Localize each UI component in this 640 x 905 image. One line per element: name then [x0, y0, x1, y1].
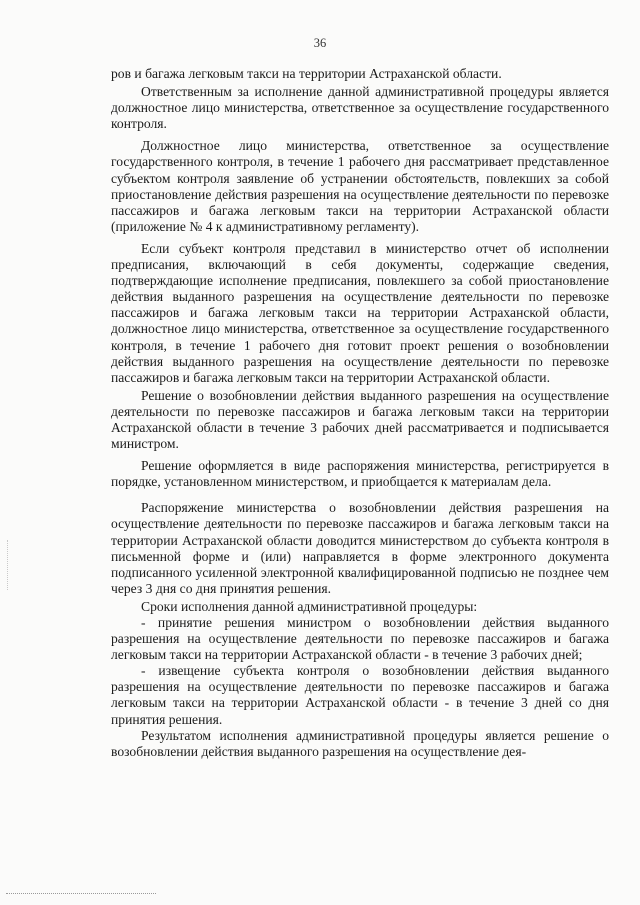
paragraph-terms-heading: Сроки исполнения данной административной процедуры: [141, 598, 478, 614]
paragraph-responsible: Ответственным за исполнение данной административной процедуры является должностное лицо министерства, ответственное за осуществление государственного контроля. [111, 84, 609, 132]
scan-bottom-artifact [6, 893, 156, 894]
document-body [111, 66, 609, 762]
paragraph-decision-review: Решение о возобновлении действия выданного разрешения на осуществление деятельности по перевозке пассажиров и багажа легковым такси на территории Астраханской области в течение 3 рабочих дней рассматривается и подписывается министром. [111, 387, 609, 452]
paragraph-continuation: ров и багажа легковым такси на территории Астраханской области. [111, 66, 502, 81]
paragraph-result: Результатом исполнения административной процедуры является решение о возобновлении действия выданного разрешения на осуществление дея- [111, 727, 609, 759]
page-number: 36 [313, 36, 327, 50]
list-item-notification-term: - извещение субъекта контроля о возобновлении действия выданного разрешения на осуществление деятельности по перевозке пассажиров и багажа легковым такси на территории Астраханской области - в течение 3 дней со дня принятия решения. [111, 663, 609, 727]
paragraph-decision-form: Решение оформляется в виде распоряжения министерства, регистрируется в порядке, установленном министерством, и приобщается к материалам дела. [111, 458, 609, 490]
scan-margin-artifact [7, 540, 8, 590]
paragraph-review-application: Должностное лицо министерства, ответственное за осуществление государственного контроля, в течение 1 рабочего дня рассматривает представленное субъектом контроля заявление об устранении обстоятельств, повлекших за собой приостановление действия разрешения на осуществление деятельности по перевозке пассажиров и багажа легковым такси на территории Астраханской области (приложение № 4 к административному регламенту). [111, 138, 609, 234]
list-item-decision-term: - принятие решения министром о возобновлении действия выданного разрешения на осуществление деятельности по перевозке пассажиров и багажа легковым такси на территории Астраханской области - в течение 3 рабочих дней; [111, 615, 609, 663]
paragraph-order-notification: Распоряжение министерства о возобновлении действия разрешения на осуществление деятельности по перевозке пассажиров и багажа легковым такси на территории Астраханской области доводится министерством до субъекта контроля в письменной форме и (или) направляется в форме электронного документа подписанного усиленной электронной квалифицированной подписью не позднее чем через 3 дня со дня принятия решения. [111, 500, 609, 596]
paragraph-report-submitted: Если субъект контроля представил в министерство отчет об исполнении предписания, включающий в себя документы, содержащие сведения, подтверждающие исполнение предписания, повлекшего за собой приостановление действия выданного разрешения на осуществление деятельности по перевозке пассажиров и багажа легковым такси на территории Астраханской области, должностное лицо министерства, ответственное за осуществление государственного контроля, в течение 1 рабочего дня готовит проект решения о возобновлении действия выданного разрешения на осуществление деятельности по перевозке пассажиров и багажа легковым такси на территории Астраханской области. [111, 240, 609, 385]
